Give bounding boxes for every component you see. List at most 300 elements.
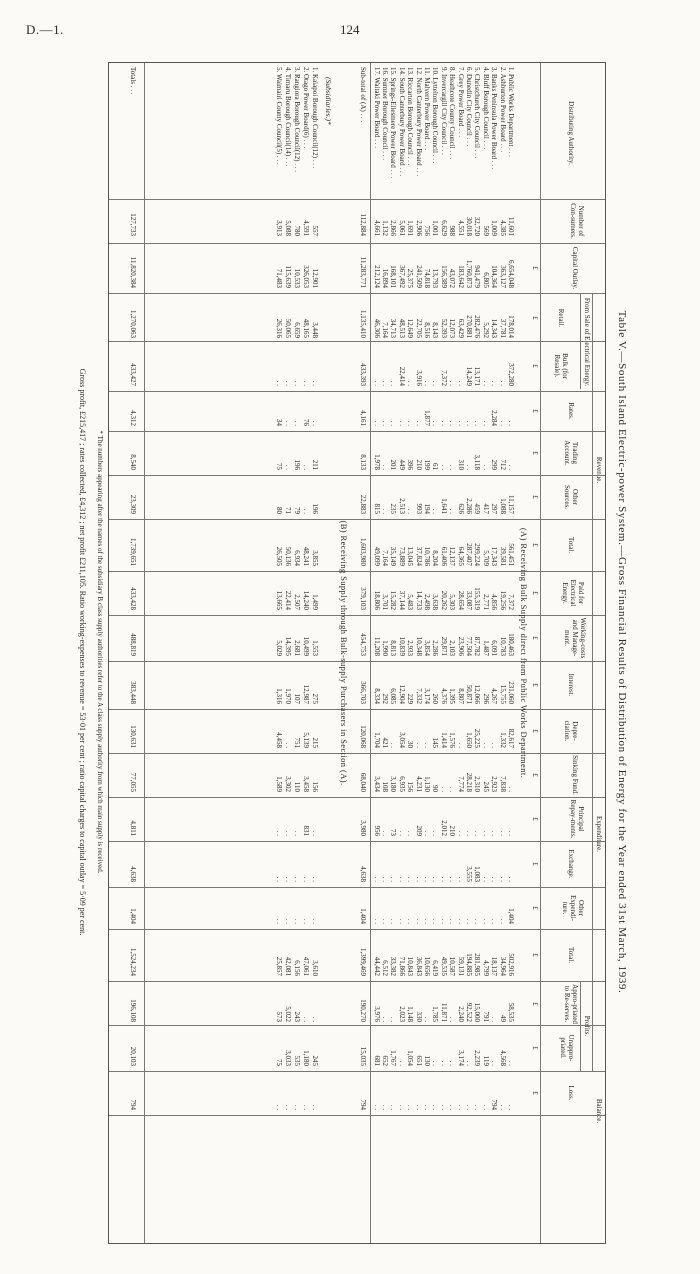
- cell-cons: 3,913: [275, 220, 283, 236]
- cell-prin: . .: [465, 830, 473, 836]
- authority-name: 3. Banks Peninsula Power Board . . .: [490, 67, 499, 170]
- cell-paid: 14,733: [414, 590, 423, 610]
- cell-oth: 194: [423, 503, 431, 514]
- cell-paid: 1,499: [311, 594, 319, 610]
- cell-oth: 23,309: [129, 494, 137, 514]
- authority-name: 3. Rangiora Borough Council(12) . . .: [293, 67, 301, 172]
- header-expenditure: Expenditure.: [595, 816, 603, 852]
- authority-name: 4. Bluff Borough Council . . .: [481, 67, 490, 150]
- cell-trad: . .: [284, 464, 292, 470]
- cell-prin: 73: [389, 829, 398, 836]
- cell-tot: 26,505: [275, 546, 283, 566]
- cell-retail: 14,343: [490, 318, 499, 338]
- cell-paid: 18,806: [372, 590, 381, 610]
- cell-bulk: . .: [389, 380, 398, 386]
- cell-appr: . .: [311, 1016, 319, 1022]
- table-row: [506, 63, 515, 1243]
- cell-tot: 10,786: [423, 546, 431, 566]
- cell-loss: . .: [498, 1104, 507, 1110]
- cell-retail: 50,065: [284, 318, 292, 338]
- cell-exch: 4,638: [129, 866, 137, 882]
- cell-unap: 681: [372, 1055, 381, 1066]
- authority-name: 1. Public Works Department . . .: [507, 67, 515, 157]
- cell-paid: 7,372: [507, 594, 515, 610]
- authority-name: 2. Ashburton Power Board . . .: [498, 67, 507, 153]
- cell-cons: 30,018: [465, 216, 473, 236]
- cell-retail: 270,881: [465, 315, 473, 338]
- cell-bulk: 3,916: [414, 370, 423, 386]
- table-row: [310, 63, 319, 1243]
- authority-name: 14. South Canterbury Power Board . . .: [397, 67, 406, 177]
- cell-dep: . .: [414, 742, 423, 748]
- cell-oth: 993: [414, 503, 423, 514]
- cell-cap: 367,492: [397, 265, 406, 288]
- cell-appr: 2,240: [456, 1006, 465, 1022]
- cell-oth: 71: [284, 507, 292, 514]
- column-rule: [109, 615, 605, 616]
- cell-cons: 988: [448, 225, 457, 236]
- section-b-title: (B) Receiving Supply through Bulk-supply Purchasers in Section (A).: [339, 520, 349, 786]
- cell-unap: 1,767: [389, 1050, 398, 1066]
- cell-cap: 941,479: [473, 265, 482, 288]
- cell-trad: 1,978: [372, 454, 381, 470]
- cell-exch: 1,083: [473, 866, 482, 882]
- header-rule: [580, 981, 581, 1071]
- cell-retail: 7,164: [381, 322, 389, 338]
- cell-loss: . .: [473, 1104, 482, 1110]
- cell-etot: 6,512: [381, 960, 389, 976]
- unit-label: £: [531, 636, 539, 640]
- cell-rates: . .: [293, 420, 301, 426]
- authority-name: 13. Riccarton Borough Council . . .: [406, 67, 415, 166]
- table-row: [430, 63, 439, 1243]
- authority-name: 15. Springs-Ellesmere Power Board . . .: [389, 67, 398, 179]
- cell-etot: 49,535: [439, 956, 448, 976]
- cell-othx: . .: [275, 918, 283, 924]
- cell-rates: . .: [439, 420, 448, 426]
- cell-prin: . .: [293, 830, 301, 836]
- header-profits: Profits.: [583, 1015, 591, 1037]
- cell-etot: 502,916: [507, 953, 515, 976]
- cell-sink: 2,923: [490, 776, 499, 792]
- cell-tot: 561,451: [507, 543, 515, 566]
- cell-work: 10,348: [414, 636, 423, 656]
- cell-oth: 196: [311, 503, 319, 514]
- cell-appr: 190,270: [359, 999, 367, 1022]
- section-b-subheading: (Subsidiaries.)*: [324, 77, 333, 125]
- financial-table: [108, 62, 606, 1244]
- cell-sink: 4,231: [414, 776, 423, 792]
- cell-cap: 6,805: [481, 272, 490, 288]
- cell-tot: 17,343: [490, 546, 499, 566]
- cell-dep: 4,458: [275, 732, 283, 748]
- cell-bulk: 372,280: [507, 363, 515, 386]
- cell-prin: 4,811: [129, 820, 137, 836]
- cell-prin: 956: [372, 825, 381, 836]
- cell-tot: 50,136: [284, 546, 292, 566]
- cell-appr: 58,535: [507, 1002, 515, 1022]
- table-row: [397, 63, 406, 1243]
- cell-othx: 1,404: [129, 908, 137, 924]
- cell-exch: . .: [397, 876, 406, 882]
- column-rule: [109, 841, 605, 842]
- cell-trad: 211: [311, 459, 319, 470]
- column-rule: [109, 709, 605, 710]
- cell-retail: 178,014: [507, 315, 515, 338]
- cell-cons: 2,906: [414, 220, 423, 236]
- unit-label: £: [531, 409, 539, 413]
- cell-etot: 4,799: [481, 960, 490, 976]
- cell-prin: 3,980: [359, 820, 367, 836]
- cell-retail: 26,316: [275, 318, 283, 338]
- cell-unap: . .: [465, 1060, 473, 1066]
- cell-cons: 780: [293, 225, 301, 236]
- cell-work: 6,091: [490, 640, 499, 656]
- table-row: [456, 63, 465, 1243]
- unit-label: £: [531, 543, 539, 547]
- cell-prin: . .: [473, 830, 482, 836]
- cell-tot: 6,934: [293, 550, 301, 566]
- cell-int: 15,755: [498, 684, 507, 704]
- cell-dep: 145: [431, 737, 440, 748]
- column-rule: [109, 1025, 605, 1026]
- cell-oth: 80: [275, 507, 283, 514]
- cell-retail: 3,448: [311, 322, 319, 338]
- cell-loss: . .: [465, 1104, 473, 1110]
- header-other-sources: Other Sources.: [563, 485, 579, 509]
- cell-cons: 5,061: [397, 220, 406, 236]
- cell-sink: 110: [293, 781, 301, 792]
- cell-exch: . .: [293, 876, 301, 882]
- cell-dep: . .: [490, 742, 499, 748]
- cell-prin: . .: [456, 830, 465, 836]
- cell-paid: 20,262: [439, 590, 448, 610]
- cell-othx: . .: [423, 918, 431, 924]
- cell-work: 29,871: [439, 636, 448, 656]
- cell-rates: . .: [431, 420, 440, 426]
- table-row: [414, 63, 423, 1243]
- cell-unap: 2,239: [473, 1050, 482, 1066]
- cell-exch: . .: [448, 876, 457, 882]
- cell-cap: 13,793: [431, 268, 440, 288]
- cell-rates: . .: [507, 420, 515, 426]
- header-balance: Balance.: [595, 1098, 603, 1124]
- cell-unap: 3,033: [284, 1050, 292, 1066]
- cell-prin: 831: [302, 825, 310, 836]
- cell-appr: 2,023: [397, 1006, 406, 1022]
- cell-loss: . .: [311, 1104, 319, 1110]
- page-number: 124: [340, 22, 360, 37]
- cell-bulk: 14,249: [465, 366, 473, 386]
- totals-rule: [144, 63, 145, 1243]
- cell-int: 4,267: [490, 688, 499, 704]
- authority-name: 17. Waitaki Power Board . . .: [372, 67, 381, 148]
- cell-etot: 1,399,469: [359, 948, 367, 976]
- cell-rates: 34: [275, 419, 283, 426]
- cell-othx: . .: [397, 918, 406, 924]
- cell-exch: . .: [481, 876, 490, 882]
- cell-paid: 15,282: [389, 590, 398, 610]
- cell-paid: 37,144: [397, 590, 406, 610]
- cell-appr: 15,000: [473, 1002, 482, 1022]
- cell-trad: 712: [498, 459, 507, 470]
- cell-work: 23,906: [456, 636, 465, 656]
- page-reference: D.—1.: [26, 22, 64, 37]
- cell-oth: . .: [381, 508, 389, 514]
- cell-paid: 33,087: [465, 590, 473, 610]
- table-row: [405, 63, 414, 1243]
- cell-paid: 3,638: [431, 594, 440, 610]
- cell-tot: 287,407: [465, 543, 473, 566]
- header-loss: Loss.: [567, 1085, 575, 1101]
- cell-cap: 183,642: [456, 265, 465, 288]
- cell-etot: 10,656: [423, 956, 431, 976]
- cell-exch: . .: [389, 876, 398, 882]
- cell-dep: 215: [311, 737, 319, 748]
- cell-appr: 3,976: [372, 1006, 381, 1022]
- cell-loss: 794: [490, 1099, 499, 1110]
- cell-appr: . .: [423, 1016, 431, 1022]
- summary-line: Gross profit, £215,417 ; rates collected, £4,312 ; net profit £211,105. Ratio working-expenses to revenue = 53·01 per cent ; ratio capital charges to capital outlay = 5·09 per cent.: [78, 368, 87, 936]
- cell-retail: 282,476: [473, 315, 482, 338]
- table-row: [274, 63, 283, 1243]
- header-trading: Trading Account.: [563, 440, 579, 466]
- table-row: [380, 63, 389, 1243]
- cell-paid: 5,303: [448, 594, 457, 610]
- cell-trad: 61: [431, 463, 440, 470]
- cell-retail: 1,135,410: [359, 310, 367, 338]
- section-a-title: (A) Receiving Bulk Supply direct from Public Works Department.: [519, 527, 529, 779]
- table-row: [388, 63, 397, 1243]
- column-rule: [109, 519, 605, 520]
- cell-sink: 77,055: [129, 772, 137, 792]
- header-rule: [592, 571, 593, 981]
- cell-trad: 8,133: [359, 454, 367, 470]
- cell-unap: . .: [448, 1060, 457, 1066]
- column-rule: [109, 887, 605, 888]
- cell-appr: 49: [498, 1015, 507, 1022]
- header-unappropriated: Unappro-priated.: [559, 1034, 575, 1062]
- cell-retail: 8,516: [423, 322, 431, 338]
- table-row: [481, 63, 490, 1243]
- cell-appr: 243: [293, 1011, 301, 1022]
- cell-othx: . .: [448, 918, 457, 924]
- cell-cons: 4,591: [302, 220, 310, 236]
- cell-oth: 2,286: [465, 498, 473, 514]
- cell-oth: 417: [481, 503, 490, 514]
- cell-tot: 61,406: [439, 546, 448, 566]
- cell-sink: 68,040: [359, 772, 367, 792]
- cell-trad: . .: [302, 464, 310, 470]
- cell-unap: . .: [507, 1060, 515, 1066]
- cell-cap: 212,124: [372, 265, 381, 288]
- cell-bulk: . .: [284, 380, 292, 386]
- cell-tot: 49,099: [372, 546, 381, 566]
- column-rule: [109, 929, 605, 930]
- cell-retail: 34,713: [389, 318, 398, 338]
- cell-trad: 8,540: [129, 454, 137, 470]
- cell-retail: 46,306: [372, 318, 381, 338]
- cell-dep: 130,631: [129, 725, 137, 748]
- cell-sink: 7,838: [498, 776, 507, 792]
- unit-label: £: [531, 729, 539, 733]
- cell-trad: 210: [414, 459, 423, 470]
- cell-cap: 115,639: [284, 265, 292, 288]
- cell-rates: 1,877: [423, 410, 431, 426]
- cell-int: 1,316: [275, 688, 283, 704]
- cell-sink: 1,130: [423, 776, 431, 792]
- cell-bulk: . .: [381, 380, 389, 386]
- column-rule: [109, 475, 605, 476]
- cell-work: 3,854: [423, 640, 431, 656]
- unit-label: £: [531, 953, 539, 957]
- cell-cap: 74,818: [423, 268, 431, 288]
- cell-cons: 6,629: [439, 220, 448, 236]
- cell-work: 2,681: [293, 640, 301, 656]
- cell-loss: . .: [302, 1104, 310, 1110]
- header-rates: Rates.: [567, 402, 575, 420]
- cell-cap: 71,483: [275, 268, 283, 288]
- cell-trad: 3,118: [473, 454, 482, 470]
- cell-cons: 4,661: [372, 220, 381, 236]
- cell-cap: 104,364: [490, 265, 499, 288]
- cell-sink: . .: [507, 786, 515, 792]
- cell-trad: . .: [481, 464, 490, 470]
- cell-sink: 156: [311, 781, 319, 792]
- cell-paid: 14,240: [302, 590, 310, 610]
- cell-othx: . .: [490, 918, 499, 924]
- cell-int: 383,448: [129, 681, 137, 704]
- cell-cap: 168,101: [389, 265, 398, 288]
- cell-int: 8,334: [372, 688, 381, 704]
- cell-othx: . .: [465, 918, 473, 924]
- authority-name: 6. Dunedin City Council . . .: [465, 67, 473, 147]
- cell-int: 366,703: [359, 681, 367, 704]
- cell-cons: 5,088: [284, 220, 292, 236]
- authority-name: 11. Malvern Power Board . . .: [423, 67, 431, 150]
- column-rule: [109, 753, 605, 754]
- table-row: [472, 63, 481, 1243]
- cell-paid: 5,483: [406, 594, 415, 610]
- cell-exch: . .: [275, 876, 283, 882]
- cell-etot: 59,131: [456, 956, 465, 976]
- cell-etot: 71,866: [397, 956, 406, 976]
- cell-dep: . .: [389, 742, 398, 748]
- cell-prin: . .: [431, 830, 440, 836]
- header-other-expenditure: Other Expendi-ture.: [561, 895, 585, 921]
- cell-paid: 13,665: [275, 590, 283, 610]
- cell-bulk: . .: [311, 380, 319, 386]
- cell-tot: 64,365: [456, 546, 465, 566]
- cell-cons: 1,691: [406, 220, 415, 236]
- cell-unap: 651: [414, 1055, 423, 1066]
- cell-cons: 4,551: [456, 220, 465, 236]
- unit-label: £: [531, 817, 539, 821]
- cell-etot: 6,419: [431, 960, 440, 976]
- cell-cap: 12,901: [311, 268, 319, 288]
- cell-etot: 33,382: [389, 956, 398, 976]
- cell-oth: . .: [448, 508, 457, 514]
- cell-sink: 3,458: [302, 776, 310, 792]
- cell-othx: . .: [381, 918, 389, 924]
- cell-cap: 363,127: [498, 265, 507, 288]
- column-rule: [109, 199, 605, 200]
- column-rule: [109, 341, 605, 342]
- column-rule: [109, 243, 605, 244]
- cell-loss: 794: [359, 1099, 367, 1110]
- cell-etot: 18,137: [490, 956, 499, 976]
- cell-exch: . .: [311, 876, 319, 882]
- cell-work: 454,753: [359, 633, 367, 656]
- cell-prin: . .: [381, 830, 389, 836]
- cell-cap: 16,894: [381, 268, 389, 288]
- column-rule: [109, 1115, 605, 1116]
- cell-trad: . .: [439, 464, 448, 470]
- cell-etot: 281,985: [473, 953, 482, 976]
- cell-cap: 241,509: [414, 265, 423, 288]
- cell-int: 7,332: [414, 688, 423, 704]
- cell-sink: 2,310: [473, 776, 482, 792]
- cell-retail: 12,649: [406, 318, 415, 338]
- cell-tot: 8,204: [431, 550, 440, 566]
- table-row: [422, 63, 431, 1243]
- cell-rates: . .: [498, 420, 507, 426]
- cell-sink: 3,302: [284, 776, 292, 792]
- cell-sink: 1,589: [275, 776, 283, 792]
- cell-work: 77,504: [465, 636, 473, 656]
- cell-appr: 330: [414, 1011, 423, 1022]
- cell-appr: . .: [448, 1016, 457, 1022]
- cell-rates: . .: [406, 420, 415, 426]
- cell-trad: . .: [507, 464, 515, 470]
- cell-exch: . .: [431, 876, 440, 882]
- cell-cons: 32,720: [473, 216, 482, 236]
- cell-dep: . .: [456, 742, 465, 748]
- cell-appr: . .: [389, 1016, 398, 1022]
- cell-cap: 25,375: [406, 268, 415, 288]
- cell-prin: . .: [284, 830, 292, 836]
- cell-rates: . .: [284, 420, 292, 426]
- table-title: Table V.—South Island Electric-power System.—Gross Financial Results of Distribution of Energy for the Year ended 31st March, 1939.: [616, 310, 628, 994]
- cell-sink: 90: [431, 785, 440, 792]
- cell-othx: . .: [414, 918, 423, 924]
- cell-appr: . .: [381, 1016, 389, 1022]
- cell-othx: . .: [284, 918, 292, 924]
- cell-exch: . .: [372, 876, 381, 882]
- unit-label: £: [531, 906, 539, 910]
- authority-name: 5. Waimairi County Council(5) . . .: [275, 67, 283, 165]
- cell-othx: 1,404: [507, 908, 515, 924]
- cell-loss: . .: [414, 1104, 423, 1110]
- cell-oth: 235: [389, 503, 398, 514]
- cell-rates: 76: [302, 419, 310, 426]
- cell-cons: 2,866: [389, 220, 398, 236]
- table-row: [489, 63, 498, 1243]
- cell-sink: 156: [406, 781, 415, 792]
- cell-tot: 37,824: [414, 546, 423, 566]
- cell-etot: 25,857: [275, 956, 283, 976]
- cell-cap: 11,820,384: [129, 256, 137, 288]
- authority-name: Sub-total of (A) . . .: [359, 67, 367, 123]
- cell-retail: 1,270,063: [129, 310, 137, 338]
- cell-cons: 1,001: [431, 220, 440, 236]
- cell-prin: . .: [311, 830, 319, 836]
- cell-work: 2,103: [448, 640, 457, 656]
- table-row: [447, 63, 456, 1243]
- cell-appr: 573: [275, 1011, 283, 1022]
- unit-label: £: [531, 862, 539, 866]
- cell-unap: 1,180: [302, 1050, 310, 1066]
